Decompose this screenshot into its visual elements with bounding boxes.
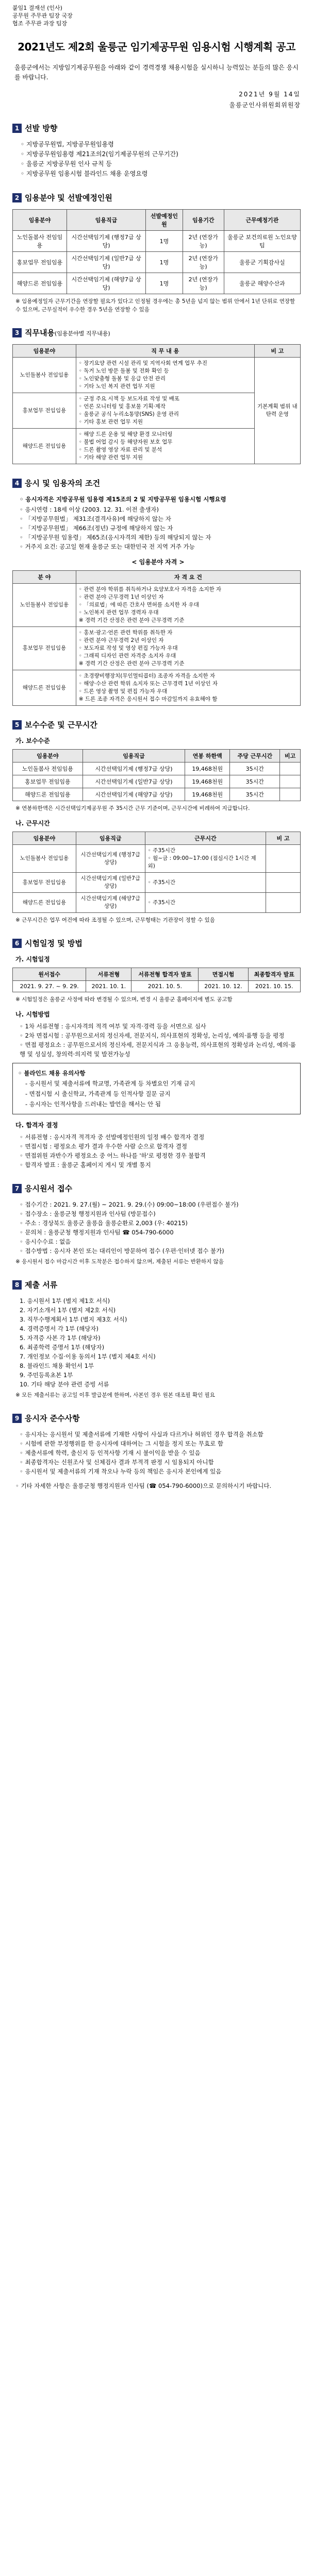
- list-item: ◦ 접수방법 : 응시자 본인 또는 대리인이 방문하여 접수 (우편·인터넷 접수 불가): [20, 1247, 224, 1255]
- table-cell: 시간선택임기제 (해양7급 상당): [76, 893, 145, 913]
- contact-info: ◦ 기타 자세한 사항은 울릉군청 행정지원과 인사팀 (☎ 054-790-6000)으로 문의하시기 바랍니다.: [15, 1482, 272, 1489]
- documents-list: [20, 1296, 301, 1389]
- table-header: 자 격 요 건: [76, 571, 300, 584]
- list-item: ◦ 면접시험 : 평정요소 평가 결과 우수한 사람 순으로 합격자 결정: [20, 1143, 187, 1150]
- table-cell: 2년 (연장가능): [183, 231, 224, 252]
- table-cell: 해양드론 전임임용: [13, 893, 76, 913]
- table-header: 임용직급: [67, 210, 145, 231]
- table-cell: 35시간: [230, 762, 280, 775]
- section-title: 임용분야 및 선발예정인원: [25, 193, 112, 202]
- section-number-badge: 2: [12, 193, 22, 202]
- table-cell: ◦ 주35시간 ◦ 월~금 : 09:00~17:00 (점심시간 1시간 제외): [145, 845, 266, 873]
- table-header: 임용분야: [13, 345, 76, 358]
- box-item: - 면접시험 시 출신학교, 가족관계 등 인적사항 질문 금지: [25, 1090, 171, 1097]
- schedule-table: [12, 968, 301, 992]
- section-9-heading: [12, 1413, 301, 1423]
- table-cell: 2021. 10. 5.: [131, 981, 199, 992]
- table-cell: 1명: [146, 252, 183, 273]
- table-header: 선발예정인원: [146, 210, 183, 231]
- eligibility-basis: ◦ 응시자격은 지방공무원 임용령 제15조의 2 및 지방공무원 임용시험 시행요령: [20, 496, 226, 503]
- table-cell: 울릉군 해양수산과: [224, 273, 300, 294]
- table-cell: 울릉군 기획감사실: [224, 252, 300, 273]
- list-item: ◦ 1차 서류전형 : 응시자격의 적격 여부 및 자격·경력 등을 서면으로 심사: [20, 1023, 206, 1030]
- selection-direction-list: [21, 140, 301, 179]
- subsection-title: 가. 보수수준: [15, 737, 50, 744]
- approval-line-2: 공무원 주무관 팀장 국장: [12, 12, 73, 19]
- list-item: ◦ 서류전형 : 응시자격 적격자 중 선발예정인원의 일정 배수 합격자 결정: [20, 1133, 205, 1141]
- table-cell: 35시간: [230, 775, 280, 788]
- section-title: 제출 서류: [25, 1280, 58, 1290]
- section-number-badge: 6: [12, 939, 22, 948]
- table-cell: 홍보업무 전임임용: [13, 873, 76, 893]
- table-header: 서류전형 합격자 발표: [131, 968, 199, 981]
- table-note: ※ 연봉하한액은 시간선택임기제공무원 주 35시간 근무 기준이며, 근무시간에 비례하여 지급합니다.: [15, 805, 250, 811]
- list-item: 2. 자기소개서 1부 (별지 제2호 서식): [20, 1307, 116, 1314]
- blind-recruitment-box: [12, 1063, 301, 1114]
- intro-paragraph: 울릉군에서는 지방임기제공무원을 아래와 같이 경력경쟁 채용시험을 실시하니 능력있는 분들의 많은 응시를 바랍니다.: [14, 64, 299, 81]
- table-row: [13, 231, 301, 252]
- table-cell: [266, 845, 301, 873]
- subsection-title: 다. 합격자 결정: [15, 1122, 58, 1129]
- table-header: 원서접수: [13, 968, 86, 981]
- eligibility-list: [20, 505, 301, 551]
- section-8-heading: [12, 1279, 301, 1290]
- list-item: ◦ 2차 면접시험 : 공무원으로서의 정신자세, 전문지식, 의사표현의 정확성, 논리성, 예의·품행 등을 평정: [20, 1032, 285, 1039]
- table-cell: 19,468천원: [185, 775, 230, 788]
- section-2-heading: [12, 192, 301, 203]
- table-row: [13, 584, 301, 627]
- list-item: 3. 직무수행계획서 1부 (별지 제3호 서식): [20, 1316, 127, 1323]
- approval-line-1: 붙임1 결재선 (인사): [12, 5, 62, 11]
- table-cell: 시간선택임기제 (일반7급 상당): [67, 252, 145, 273]
- table-header: 임용분야: [13, 750, 83, 762]
- table-cell: 해양드론 전임임용: [13, 670, 76, 706]
- table-header: 임용직급: [83, 750, 185, 762]
- section-number-badge: 8: [12, 1280, 22, 1290]
- table-cell: 홍보업무 전임임용: [13, 627, 76, 670]
- table-cell: [280, 762, 301, 775]
- table-cell: 노인돌봄사 전임임용: [13, 584, 76, 627]
- list-item: 1. 응시원서 1부 (별지 제1호 서식): [20, 1297, 110, 1304]
- table-row: [13, 670, 301, 706]
- table-header: 주당 근무시간: [230, 750, 280, 762]
- table-cell: 홍보업무 전임임용: [13, 393, 76, 429]
- table-cell: 시간선택임기제 (행정7급 상당): [83, 762, 185, 775]
- list-item: ◦ 「지방공무원 임용령」 제65조(응시자격의 제한) 등의 해당되지 않는 자: [20, 534, 211, 541]
- table-cell: 1명: [146, 231, 183, 252]
- table-cell: 시간선택임기제 (일반7급 상당): [83, 775, 185, 788]
- list-item: ◦ 제출서류에 학력, 출신지 등 인적사항 기재 시 불이익을 받을 수 있음: [20, 1449, 201, 1456]
- list-item: ◦ 면접위원 과반수가 평정요소 중 어느 하나를 '하'로 평정한 경우 불합격: [20, 1152, 206, 1159]
- list-item: ◦ 접수장소 : 울릉군청 행정지원과 인사팀 (방문접수): [20, 1210, 156, 1217]
- approval-line-3: 협조 주무관 과장 팀장: [12, 20, 68, 27]
- table-header: 연봉 하한액: [185, 750, 230, 762]
- table-header: 근무시간: [145, 832, 266, 845]
- list-item: 7. 개인정보 수집·이용 동의서 1부 (별지 제4호 서식): [20, 1353, 156, 1360]
- list-item: ◦ 주소 : 경상북도 울릉군 울릉읍 울릉순환로 2,003 (우: 40215): [20, 1219, 188, 1227]
- table-header: 서류전형: [86, 968, 131, 981]
- work-hours-table: [12, 832, 301, 913]
- table-cell: 해양드론 전임임용: [13, 429, 76, 464]
- subsection-title: 가. 시험일정: [15, 956, 50, 963]
- table-cell: 2년 (연장가능): [183, 273, 224, 294]
- section-number-badge: 7: [12, 1184, 22, 1193]
- list-item: ◦ 지방공무원 임용시험 블라인드 채용 운영요령: [21, 170, 148, 177]
- section-title-suffix: (임용분야별 직무내용): [54, 330, 110, 337]
- table-row: [13, 981, 301, 992]
- duties-table: [12, 344, 301, 464]
- table-cell: 시간선택임기제 (일반7급 상당): [76, 873, 145, 893]
- document-title: 2021년도 제2회 울릉군 임기제공무원 임용시험 시행계획 공고: [18, 41, 295, 53]
- list-item: ◦ 울릉군 지방공무원 인사 규칙 등: [21, 160, 112, 167]
- table-cell: ◦ 해양 드론 운용 및 해양 환경 모니터링 ◦ 불법 어업 감시 등 해양자원 보호 업무 ◦ 드론 촬영 영상 자료 관리 및 분석 ◦ 기타 해양 관련 업무 지원: [76, 429, 254, 464]
- table-row: [13, 273, 301, 294]
- list-item: ◦ 지방공무원법, 지방공무원임용령: [21, 141, 114, 148]
- recruitment-table: [12, 209, 301, 294]
- table-cell: 19,468천원: [185, 788, 230, 801]
- table-cell: ◦ 장기요양 관련 시설 관리 및 지역사회 연계 업무 추진 ◦ 독거 노인 방문 돌봄 및 전화 확인 등 ◦ 노인맞춤형 돌봄 및 응급 안전 관리 ◦ 기타 노인 복지 관련 업무 지원: [76, 358, 254, 393]
- table-header: 분 야: [13, 571, 76, 584]
- table-row: [13, 893, 301, 913]
- list-item: ◦ 시험에 관한 부정행위를 한 응시자에 대하여는 그 시험을 정지 또는 무효로 함: [20, 1440, 224, 1447]
- table-row: [13, 358, 301, 393]
- table-cell: [280, 775, 301, 788]
- table-cell: ◦ 군정 주요 시책 등 보도자료 작성 및 배포 ◦ 언론 모니터링 및 홍보물 기획·제작 ◦ 울릉군 공식 누리소통망(SNS) 운영 관리 ◦ 기타 홍보 관련 업무 지원: [76, 393, 254, 429]
- list-item: ◦ 거주지 요건: 공고일 현재 울릉군 또는 대한민국 전 지역 거주 가능: [20, 543, 195, 550]
- table-cell: [280, 788, 301, 801]
- section-title: 보수수준 및 근무시간: [25, 720, 97, 730]
- table-cell: 2년 (연장가능): [183, 252, 224, 273]
- table-cell: 2021. 10. 12.: [199, 981, 248, 992]
- table-header: 면접시험: [199, 968, 248, 981]
- application-list: [20, 1200, 301, 1256]
- table-row: [13, 873, 301, 893]
- table-row: [13, 252, 301, 273]
- section-number-badge: 3: [12, 328, 22, 337]
- table-cell: 홍보업무 전임임용: [13, 252, 67, 273]
- section-1-heading: [12, 123, 301, 133]
- list-item: ◦ 「지방공무원법」 제31조(결격사유)에 해당하지 않는 자: [20, 515, 171, 522]
- section-number-badge: 9: [12, 1414, 22, 1423]
- table-row: [13, 845, 301, 873]
- table-cell: 시간선택임기제 (행정7급 상당): [67, 231, 145, 252]
- compliance-list: [20, 1430, 301, 1476]
- table-note: ※ 임용예정일자 근무기간을 연장할 필요가 있다고 인정될 경우에는 총 5년을 넘지 않는 범위 안에서 1년 단위로 연장할 수 있으며, 근무실적이 우수한 경우 5년을 연장할 수 있음: [15, 298, 295, 313]
- list-item: ◦ 응시연령 : 18세 이상 (2003. 12. 31. 이전 출생자): [20, 506, 159, 513]
- table-cell: 시간선택임기제 (행정7급 상당): [76, 845, 145, 873]
- section-title-text: 직무내용: [25, 328, 55, 337]
- section-6-heading: [12, 938, 301, 948]
- result-list: [20, 1132, 301, 1170]
- table-row: [13, 627, 301, 670]
- section-title: 응시 및 임용자의 조건: [25, 479, 101, 488]
- table-header: 비고: [280, 750, 301, 762]
- box-item: - 응시원서 및 제출서류에 학교명, 가족관계 등 차별요인 기재 금지: [25, 1080, 195, 1087]
- list-item: ◦ 합격자 발표 : 울릉군 홈페이지 게시 및 개별 통지: [20, 1161, 151, 1168]
- list-item: ◦ 최종합격자는 신원조사 및 신체검사 결과 부적격 판정 시 임용되지 아니함: [20, 1459, 214, 1466]
- subsection-title: 나. 시험방법: [15, 1011, 50, 1018]
- table-note: ※ 시험일정은 울릉군 사정에 따라 변경될 수 있으며, 변경 시 울릉군 홈페이지에 별도 공고함: [15, 996, 233, 1003]
- table-row: [13, 762, 301, 775]
- table-cell: ◦ 주35시간: [145, 873, 266, 893]
- section-7-heading: [12, 1183, 301, 1194]
- announcement-date: 2021년 9월 14일: [239, 91, 301, 98]
- list-item: ◦ 「지방공무원법」 제66조(정년) 규정에 해당하지 않는 자: [20, 524, 173, 532]
- table-header: 임용기간: [183, 210, 224, 231]
- table-cell: 35시간: [230, 788, 280, 801]
- table-header: 임용분야: [13, 210, 67, 231]
- table-header: 최종합격자 발표: [248, 968, 300, 981]
- list-item: 4. 경력증명서 각 1부 (해당자): [20, 1325, 98, 1332]
- table-cell: 노인돌봄사 전임임용: [13, 231, 67, 252]
- documents-note: ※ 모든 제출서류는 공고일 이후 발급분에 한하며, 사본인 경우 원본 대조필 확인 필요: [15, 1392, 215, 1398]
- table-cell: ◦ 초경량비행장치(무인멀티콥터) 조종자 자격을 소지한 자 ◦ 해양·수산 관련 학위 소지자 또는 근무경력 1년 이상인 자 ◦ 드론 영상 촬영 및 편집 가능자 우대 ※ 드론 조종 자격은 응시원서 접수 마감일까지 유효해야 함: [76, 670, 300, 706]
- table-cell: 울릉군 보건의료원 노인요양팀: [224, 231, 300, 252]
- table-cell: 2021. 10. 1.: [86, 981, 131, 992]
- list-item: 5. 자격증 사본 각 1부 (해당자): [20, 1334, 101, 1342]
- section-4-heading: [12, 478, 301, 488]
- list-item: ◦ 면접 평정요소 : 공무원으로서의 정신자세, 전문지식과 그 응용능력, 의사표현의 정확성과 논리성, 예의·품행 및 성실성, 창의력·의지력 및 발전가능성: [20, 1041, 296, 1058]
- subsection-title: 나. 근무시간: [15, 820, 50, 827]
- box-item: ◦ 블라인드 채용 유의사항: [18, 1070, 86, 1077]
- table-header: 비 고: [266, 832, 301, 845]
- table-header: 비 고: [254, 345, 300, 358]
- box-item: - 응시자는 인적사항을 드러내는 발언을 해서는 안 됨: [25, 1100, 161, 1108]
- issuing-organization: 울릉군인사위원회위원장: [229, 101, 301, 109]
- table-cell: 2021. 9. 27. ~ 9. 29.: [13, 981, 86, 992]
- application-note: ※ 응시원서 접수 마감시간 이후 도착분은 접수하지 않으며, 제출된 서류는 반환하지 않음: [15, 1259, 224, 1265]
- section-3-heading: [12, 327, 301, 338]
- list-item: 9. 주민등록초본 1부: [20, 1371, 73, 1379]
- table-row: [13, 775, 301, 788]
- section-number-badge: 4: [12, 479, 22, 488]
- list-item: ◦ 지방공무원임용령 제21조의2(임기제공무원의 근무기간): [21, 150, 178, 158]
- table-cell: 2021. 10. 15.: [248, 981, 300, 992]
- salary-table: [12, 749, 301, 801]
- qualification-table-title: < 임용분야 자격 >: [131, 558, 185, 566]
- table-cell: 시간선택임기제 (해양7급 상당): [67, 273, 145, 294]
- table-cell: ◦ 관련 분야 학위를 취득하거나 요양보호사 자격을 소지한 자 ◦ 관련 분야 근무경력 1년 이상인 자 ◦ 「의료법」에 따른 간호사 면허를 소지한 자 우대 ◦ 노인복지 관련 업무 경력자 우대 ※ 경력 기간 산정은 관련 분야 근무경력 기준: [76, 584, 300, 627]
- qualification-table: [12, 570, 301, 706]
- table-cell: ◦ 홍보·광고·언론 관련 학위를 취득한 자 ◦ 관련 분야 근무경력 2년 이상인 자 ◦ 보도자료 작성 및 영상 편집 가능자 우대 ◦ 그래픽 디자인 관련 자격증 소지자 우대 ※ 경력 기간 산정은 관련 분야 근무경력 기준: [76, 627, 300, 670]
- table-cell: [266, 873, 301, 893]
- table-header: 직 무 내 용: [76, 345, 254, 358]
- section-5-heading: [12, 719, 301, 730]
- table-cell: 홍보업무 전임임용: [13, 775, 83, 788]
- section-number-badge: 5: [12, 720, 22, 730]
- list-item: ◦ 접수기간 : 2021. 9. 27.(월) ~ 2021. 9. 29.(수) 09:00~18:00 (우편접수 불가): [20, 1201, 239, 1208]
- method-list: [20, 1022, 301, 1059]
- section-title: 응시원서 접수: [25, 1184, 73, 1193]
- table-header: 임용직급: [76, 832, 145, 845]
- list-item: 6. 최종학력 증명서 1부 (해당자): [20, 1344, 105, 1351]
- table-header: 임용분야: [13, 832, 76, 845]
- table-cell: 노인돌봄사 전임임용: [13, 762, 83, 775]
- table-cell: 기본계획 범위 내 탄력 운영: [254, 358, 300, 464]
- table-cell: 해양드론 전임임용: [13, 273, 67, 294]
- list-item: 8. 블라인드 채용 확인서 1부: [20, 1362, 94, 1369]
- table-cell: 19,468천원: [185, 762, 230, 775]
- table-note: ※ 근무시간은 업무 여건에 따라 조정될 수 있으며, 근무형태는 기관장이 정할 수 있음: [15, 917, 215, 923]
- table-cell: 해양드론 전임임용: [13, 788, 83, 801]
- list-item: ◦ 응시원서 및 제출서류의 기재 착오나 누락 등의 책임은 응시자 본인에게 있음: [20, 1468, 222, 1475]
- table-cell: ◦ 주35시간: [145, 893, 266, 913]
- table-cell: [266, 893, 301, 913]
- list-item: ◦ 응시수수료 : 없음: [20, 1238, 71, 1245]
- table-cell: 노인돌봄사 전임임용: [13, 358, 76, 393]
- section-number-badge: 1: [12, 124, 22, 133]
- section-title: 응시자 준수사항: [25, 1414, 80, 1423]
- section-title: [25, 327, 110, 338]
- list-item: ◦ 문의처 : 울릉군청 행정지원과 인사팀 ☎ 054-790-6000: [20, 1229, 174, 1236]
- section-title: 선발 방향: [25, 124, 58, 133]
- approval-lines: [12, 4, 301, 27]
- table-cell: 시간선택임기제 (해양7급 상당): [83, 788, 185, 801]
- table-cell: 1명: [146, 273, 183, 294]
- section-title: 시험일정 및 방법: [25, 939, 83, 948]
- list-item: 10. 기타 해당 분야 관련 증빙 서류: [20, 1381, 109, 1388]
- table-cell: 노인돌봄사 전임임용: [13, 845, 76, 873]
- list-item: ◦ 응시자는 응시원서 및 제출서류에 기재한 사항이 사실과 다르거나 허위인 경우 합격을 취소함: [20, 1431, 263, 1438]
- table-row: [13, 788, 301, 801]
- table-header: 근무예정기관: [224, 210, 300, 231]
